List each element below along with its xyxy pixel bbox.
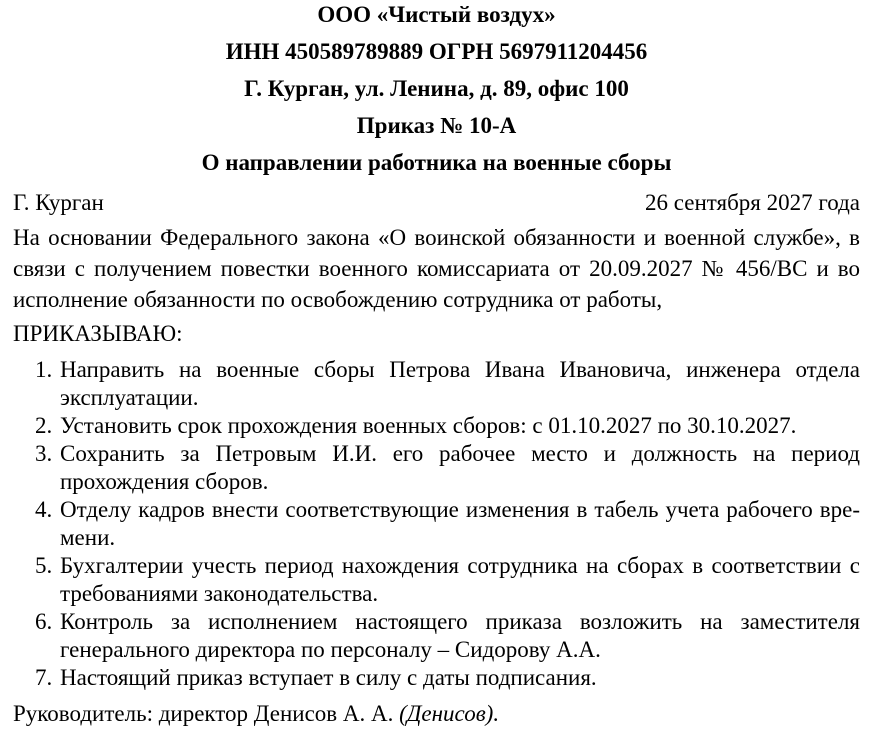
city-date-row [13,187,860,218]
order-item-3-text: Сохранить за Петровым И.И. его рабочее место и должность на период прохождения сборов. [60,441,860,494]
preamble-paragraph: На основании Федерального закона «О воинской обязанности и военной службе», в связи с получением повестки военного комиссариата от 20.09.2027 № 456/ВС и во исполнение обязанности по освобождению сотрудника от работы, [13,225,860,312]
order-item-5-text: Бухгалтерии учесть период нахождения сотрудника на сборах в соответствии с требованиями законодательства. [60,553,860,606]
order-item-4-text: Отделу кадров внести соответствующие изменения в табель учета рабочего времени. [60,497,860,550]
city-label: Г. Курган [13,190,104,215]
order-item-4-number: 4. [35,497,53,522]
order-item-6-text: Контроль за исполнением настоящего приказа возложить на заместителя генерального директора по персоналу – Сидорову А.А. [60,609,860,662]
signature-line [13,698,860,729]
directive-heading: ПРИКАЗЫВАЮ: [13,321,183,346]
order-item-7 [13,664,860,692]
company-requisites: ИНН 450589789889 ОГРН 5697911204456 [225,39,648,64]
order-item-3 [13,440,860,496]
order-item-4 [13,496,860,552]
order-item-1 [13,356,860,412]
order-item-5 [13,552,860,608]
order-item-6 [13,608,860,664]
order-item-2 [13,412,860,440]
date-label: 26 сентября 2027 года [645,190,860,215]
signature-handwritten-name: (Денисов). [399,701,500,726]
company-name: ООО «Чистый воздух» [317,2,556,27]
order-item-2-number: 2. [35,413,53,438]
order-item-5-number: 5. [35,553,53,578]
order-item-1-text: Направить на военные сборы Петрова Ивана Ивановича, инженера отдела эксплуатации. [60,357,860,410]
order-item-1-number: 1. [35,357,53,382]
order-item-7-text: Настоящий приказ вступает в силу с даты подписания. [60,665,597,690]
company-address: Г. Курган, ул. Ленина, д. 89, офис 100 [244,76,629,101]
order-subject: О направлении работника на военные сборы [201,150,672,175]
order-item-6-number: 6. [35,609,53,634]
order-items-list [13,356,860,692]
order-item-2-text: Установить срок прохождения военных сборов: с 01.10.2027 по 30.10.2027. [60,413,797,438]
order-title: Приказ № 10-А [356,113,517,138]
order-item-3-number: 3. [35,441,53,466]
document-header [13,2,860,176]
order-item-7-number: 7. [35,665,53,690]
signature-label: Руководитель: директор Денисов А. А. [13,701,400,726]
